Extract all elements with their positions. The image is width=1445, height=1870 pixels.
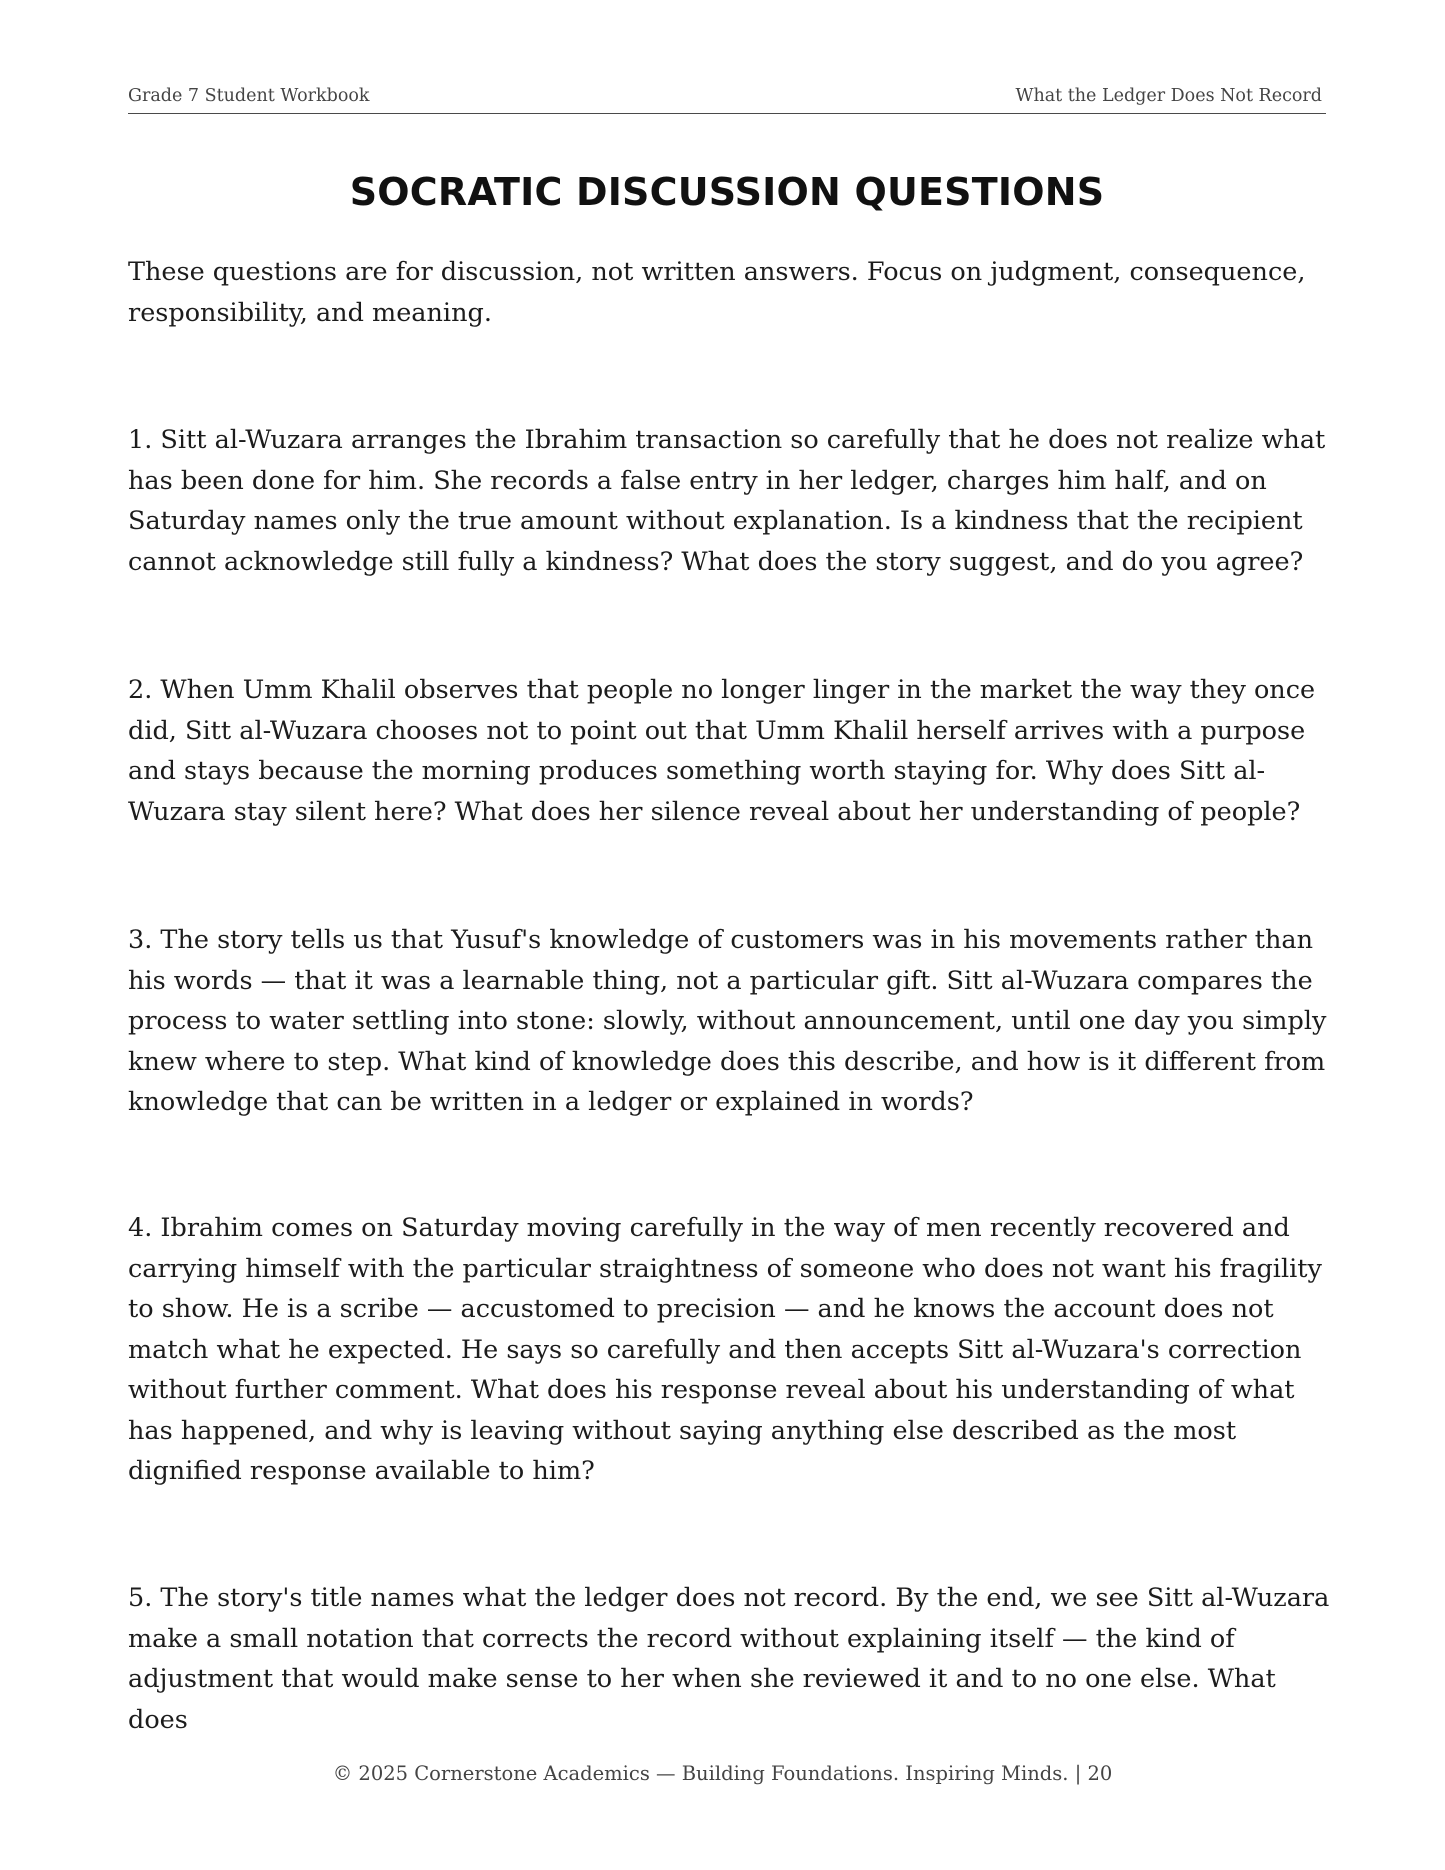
question-2: 2. When Umm Khalil observes that people no longer linger in the market the way they once did, Sitt al-Wuzara chooses not to point out that Umm Khalil herself arrives with a purpose and stays because the morning produces something worth staying for. Why does Sitt al-Wuzara stay silent here? What does her silence reveal about her understanding of people? (128, 675, 1316, 827)
question-4: 4. Ibrahim comes on Saturday moving carefully in the way of men recently recovered and carrying himself with the particular straightness of someone who does not want his fragility to show. He is a scribe — accustomed to precision — and he knows the account does not match what he expected. He says so carefully and then accepts Sitt al-Wuzara's correction without further comment. What does his response reveal about his understanding of what has happened, and why is leaving without saying anything else described as the most dignified response available to him? (128, 1213, 1322, 1486)
intro-paragraph: These questions are for discussion, not written answers. Focus on judgment, consequence, responsibility, and meaning. (128, 257, 1306, 328)
question-5: 5. The story's title names what the ledger does not record. By the end, we see Sitt al-Wuzara make a small notation that corrects the record without explaining itself — the kind of adjustment that would make sense to her when she reviewed it and to no one else. What does (128, 1583, 1330, 1735)
page-footer: © 2025 Cornerstone Academics — Building Foundations. Inspiring Minds. | 20 (332, 1762, 1113, 1785)
question-1: 1. Sitt al-Wuzara arranges the Ibrahim transaction so carefully that he does not realize what has been done for him. She records a false entry in her ledger, charges him half, and on Saturday names only the true amount without explanation. Is a kindness that the recipient cannot acknowledge still fully a kindness? What does the story suggest, and do you agree? (128, 425, 1326, 577)
question-3: 3. The story tells us that Yusuf's knowledge of customers was in his movements rather than his words — that it was a learnable thing, not a particular gift. Sitt al-Wuzara compares the process to water settling into stone: slowly, without announcement, until one day you simply knew where to step. What kind of knowledge does this describe, and how is it different from knowledge that can be written in a ledger or explained in words? (128, 925, 1327, 1117)
header-workbook-title: Grade 7 Student Workbook (128, 86, 370, 106)
running-header (128, 82, 1326, 114)
page-title: SOCRATIC DISCUSSION QUESTIONS (349, 170, 1105, 214)
header-story-title: What the Ledger Does Not Record (1015, 86, 1322, 106)
